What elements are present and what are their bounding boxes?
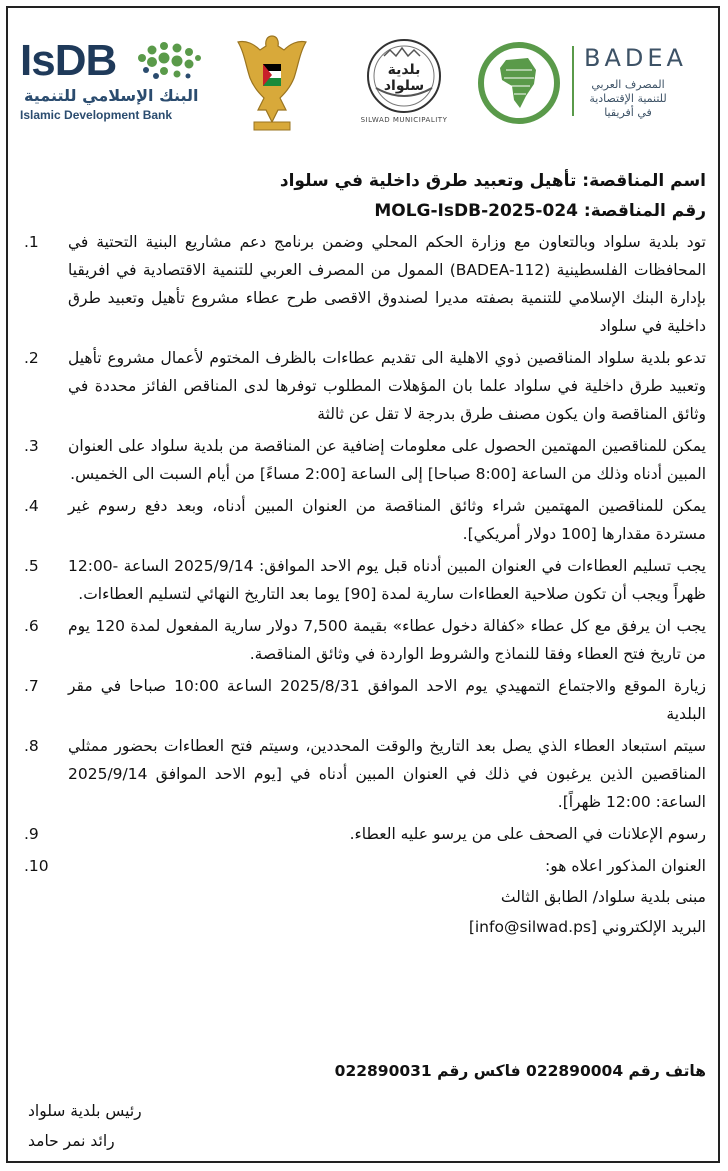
list-item xyxy=(24,612,706,668)
badea-arabic-line: المصرف العربي xyxy=(591,78,665,91)
list-item xyxy=(24,432,706,488)
isdb-english-name: Islamic Development Bank xyxy=(20,108,173,122)
address-block xyxy=(68,882,706,942)
item-text: رسوم الإعلانات في الصحف على من يرسو عليه العطاء. xyxy=(349,825,706,843)
list-item xyxy=(24,228,706,340)
item-number: .4 xyxy=(24,497,39,515)
badea-map-icon xyxy=(476,40,562,126)
logo-bar xyxy=(14,30,700,140)
list-item xyxy=(24,852,706,942)
item-text: يمكن للمناقصين المهتمين شراء وثائق المناقصة من العنوان المبين أدناه، وبعد دفع رسوم غير مستردة مقدارها [100 دولار أمريكي]. xyxy=(68,497,706,543)
list-item xyxy=(24,552,706,608)
item-text: يجب تسليم العطاءات في العنوان المبين أدناه قبل يوم الاحد الموافق: 2025/9/14 الساعة -12:00 ظهراً ويجب أن تكون صلاحية العطاءات سارية لمدة [90] يوما بعد التاريخ النهائي لتسليم العطاءات. xyxy=(68,557,706,603)
item-text: سيتم استبعاد العطاء الذي يصل بعد التاريخ والوقت المحددين، وسيتم فتح العطاءات بحضور ممثلي المناقصين الذين يرغبون في ذلك في العنوان المبين أدناه في [يوم الاحد الموافق 2025/9/14 الساعة: 12:00 ظهراً]. xyxy=(68,737,706,811)
list-item xyxy=(24,672,706,728)
tender-items-list xyxy=(24,228,706,946)
item-number: .10 xyxy=(24,857,49,875)
item-text: تدعو بلدية سلواد المناقصين ذوي الاهلية الى تقديم عطاءات بالظرف المختوم لأعمال مشروع تأهيل وتعبيد طرق داخلية في سلواد علما بان المؤهلات المطلوب توفرها لدى المناقص الفائز محددة في وثائق المناقصة وان يكون مصنف طرق بدرجة لا تقل عن ثالثة xyxy=(68,349,706,423)
item-number: .6 xyxy=(24,617,39,635)
tender-number xyxy=(26,196,706,226)
list-item xyxy=(24,732,706,816)
silwad-arabic-name: بلدية سلواد xyxy=(383,62,425,94)
list-item xyxy=(24,820,706,848)
badea-arabic-line: في أفريقيا xyxy=(604,106,652,119)
signature-name: رائد نمر حامد xyxy=(28,1132,115,1150)
item-number: .8 xyxy=(24,737,39,755)
item-text xyxy=(68,852,706,942)
item-number: .2 xyxy=(24,349,39,367)
badea-logo xyxy=(476,30,698,140)
item-text: يجب ان يرفق مع كل عطاء «كفالة دخول عطاء» بقيمة 7,500 دولار سارية المفعول لمدة 120 يوم من تاريخ فتح العطاء وفقا للنماذج والشروط الواردة في وثائق المناقصة. xyxy=(68,617,706,663)
silwad-english-name: SILWAD MUNICIPALITY xyxy=(360,116,448,124)
item-text: تود بلدية سلواد وبالتعاون مع وزارة الحكم المحلي وضمن برنامج دعم مشاريع البنية التحتية في المحافظات الفلسطينية (BADEA-112) الممول من المصرف العربي للتنمية الاقتصادية في افريقيا بإدارة البنك الإسلامي للتنمية بصفته مديرا لصندوق الاقصى طرح عطاء مشروع تأهيل وتعبيد طرق داخلية في سلواد xyxy=(68,233,707,335)
badea-arabic-name xyxy=(578,78,678,120)
address-email: البريد الإلكتروني [info@silwad.ps] xyxy=(468,918,706,936)
badea-wordmark: BADEA xyxy=(584,44,687,72)
item-number: .7 xyxy=(24,677,39,695)
tender-heading xyxy=(26,166,706,226)
item-text: زيارة الموقع والاجتماع التمهيدي يوم الاحد الموافق 2025/8/31 الساعة 10:00 صباحا في مقر البلدية xyxy=(68,677,707,723)
item-number: .5 xyxy=(24,557,39,575)
isdb-arabic-name: البنك الإسلامي للتنمية xyxy=(24,86,199,105)
list-item xyxy=(24,344,706,428)
tender-name: اسم المناقصة: تأهيل وتعبيد طرق داخلية في سلواد xyxy=(279,171,706,191)
silwad-logo xyxy=(354,30,454,140)
item-number: .3 xyxy=(24,437,39,455)
isdb-globe-icon xyxy=(128,36,208,86)
eagle-emblem-icon xyxy=(236,30,308,136)
list-item xyxy=(24,492,706,548)
palestine-eagle-logo xyxy=(236,30,308,140)
item-text: يمكن للمناقصين المهتمين الحصول على معلومات إضافية عن المناقصة من بلدية سلواد على العنوان المبين أدناه وذلك من الساعة [8:00 صباحا] إلى الساعة [2:00 مساءً] من أيام السبت الى الخميس. xyxy=(68,437,706,483)
badea-arabic-line: للتنمية الإقتصادية xyxy=(589,92,667,105)
signature-title: رئيس بلدية سلواد xyxy=(28,1102,142,1120)
tender-number-label: رقم المناقصة: xyxy=(583,201,706,221)
address-building: مبنى بلدية سلواد/ الطابق الثالث xyxy=(500,888,706,906)
signature-block xyxy=(28,1096,288,1156)
item-number: .9 xyxy=(24,825,39,843)
isdb-logo xyxy=(20,30,206,140)
tender-number-value: MOLG-IsDB-2025-024 xyxy=(374,201,578,221)
phone-fax-line: هاتف رقم 022890004 فاكس رقم 022890031 xyxy=(334,1062,706,1080)
address-intro: العنوان المذكور اعلاه هو: xyxy=(545,857,706,875)
isdb-wordmark: IsDB xyxy=(20,36,117,85)
item-number: .1 xyxy=(24,233,39,251)
badea-divider xyxy=(572,46,574,116)
